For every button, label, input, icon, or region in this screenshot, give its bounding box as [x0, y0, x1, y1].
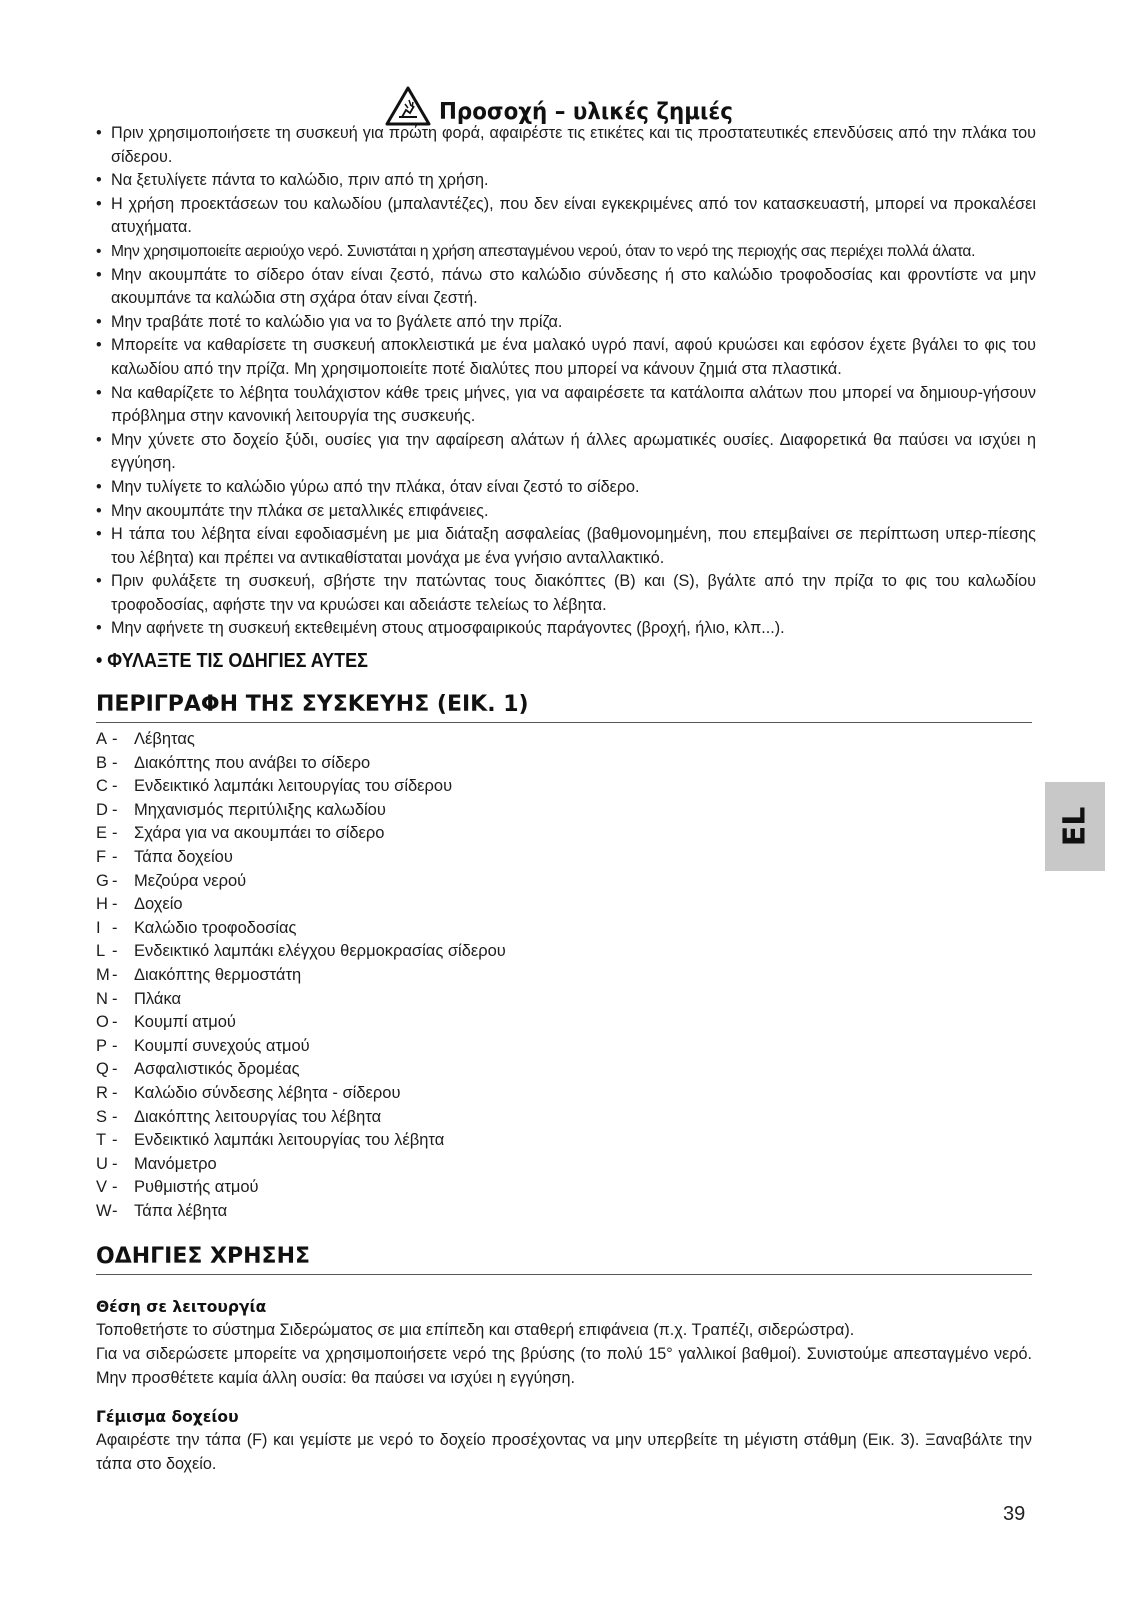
- list-item: F - Τάπα δοχείου: [96, 846, 506, 870]
- list-item: • Μην χρησιμοποιείτε αεριούχο νερό. Συνιστάται η χρήση απεσταγμένου νερού, όταν το νερό της περιοχής σας περιέχει πολλά άλατα.: [96, 240, 1036, 264]
- part-label: Δοχείο: [134, 895, 183, 914]
- list-item: P - Κουμπί συνεχούς ατμού: [96, 1035, 506, 1059]
- list-item: • Μην χύνετε στο δοχείο ξύδι, ουσίες για την αφαίρεση αλάτων ή άλλες αρωματικές ουσίες. Διαφορετικά θα παύσει να ισχύει η εγγύηση.: [96, 429, 1036, 476]
- part-label: Μηχανισμός περιτύλιξης καλωδίου: [134, 800, 386, 819]
- part-label: Καλώδιο σύνδεσης λέβητα - σίδερου: [134, 1083, 401, 1102]
- list-item: • Η χρήση προεκτάσεων του καλωδίου (μπαλαντέζες), που δεν είναι εγκεκριμένες από τον κατασκευαστή, μπορεί να προκαλέσει ατυχήματα.: [96, 193, 1036, 240]
- list-item: • Η τάπα του λέβητα είναι εφοδιασμένη με μια διάταξη ασφαλείας (βαθμονομημένη, που επεμβαίνει σε περίπτωση υπερ-πίεσης του λέβητα) και πρέπει να αντικαθίσταται μονάχα με ένα γνήσιο ανταλλακτικό.: [96, 523, 1036, 570]
- list-item: D - Μηχανισμός περιτύλιξης καλωδίου: [96, 799, 506, 823]
- part-key: M: [96, 965, 110, 984]
- part-label: Ενδεικτικό λαμπάκι ελέγχου θερμοκρασίας σίδερου: [134, 942, 506, 961]
- list-item: G - Μεζούρα νερού: [96, 870, 506, 894]
- instructions-heading: [96, 1242, 1032, 1275]
- warning-triangle-icon: [385, 86, 431, 126]
- list-item: U - Μανόμετρο: [96, 1153, 506, 1177]
- list-item: I - Καλώδιο τροφοδοσίας: [96, 917, 506, 941]
- list-item: N - Πλάκα: [96, 988, 506, 1012]
- part-label: Τάπα δοχείου: [134, 847, 233, 866]
- caution-title: Προσοχή – υλικές ζημιές: [439, 99, 733, 125]
- list-item: C - Ενδεικτικό λαμπάκι λειτουργίας του σίδερου: [96, 775, 506, 799]
- part-label: Κουμπί συνεχούς ατμού: [134, 1036, 310, 1055]
- list-item: • Να καθαρίζετε το λέβητα τουλάχιστον κάθε τρεις μήνες, για να αφαιρέσετε τα κατάλοιπα αλάτων που μπορεί να δημιουρ-γήσουν πρόβλημα στην κανονική λειτουργία της συσκευής.: [96, 382, 1036, 429]
- list-item: • Μπορείτε να καθαρίσετε τη συσκευή αποκλειστικά με ένα μαλακό υγρό πανί, αφού κρυώσει και εφόσον έχετε βγάλει το φις του καλωδίου από την πρίζα. Μη χρησιμοποιείτε ποτέ διαλύτες που μπορεί να κάνουν ζημιά στα πλαστικά.: [96, 334, 1036, 381]
- list-item: • Πριν χρησιμοποιήσετε τη συσκευή για πρώτη φορά, αφαιρέστε τις ετικέτες και τις προστατευτικές επενδύσεις από την πλάκα του σίδερου.: [96, 122, 1036, 169]
- page-number: 39: [1003, 1503, 1026, 1525]
- list-item: A - Λέβητας: [96, 728, 506, 752]
- part-key: S: [96, 1107, 108, 1126]
- list-item: M - Διακόπτης θερμοστάτη: [96, 964, 506, 988]
- part-key: B: [96, 753, 108, 772]
- language-tab-label: EL: [1057, 806, 1093, 847]
- list-item: L - Ενδεικτικό λαμπάκι ελέγχου θερμοκρασίας σίδερου: [96, 940, 506, 964]
- list-item: R - Καλώδιο σύνδεσης λέβητα - σίδερου: [96, 1082, 506, 1106]
- part-key: P: [96, 1036, 108, 1055]
- part-key: V: [96, 1178, 108, 1197]
- part-key: N: [96, 989, 108, 1008]
- list-item: B - Διακόπτης που ανάβει το σίδερο: [96, 752, 506, 776]
- part-key: O: [96, 1013, 109, 1032]
- filling-paragraph: Αφαιρέστε την τάπα (F) και γεμίστε με νερό το δοχείο προσέχοντας να μην υπερβείτε τη μέγιστη στάθμη (Εικ. 3). Ξαναβάλτε την τάπα στο δοχείο.: [96, 1431, 1032, 1473]
- part-key: C: [96, 777, 108, 796]
- list-item: T - Ενδεικτικό λαμπάκι λειτουργίας του λέβητα: [96, 1129, 506, 1153]
- list-item: Q - Ασφαλιστικός δρομέας: [96, 1058, 506, 1082]
- list-item: • Μην τυλίγετε το καλώδιο γύρω από την πλάκα, όταν είναι ζεστό το σίδερο.: [96, 476, 1036, 500]
- part-key: L: [96, 942, 106, 961]
- operation-paragraph: Τοποθετήστε το σύστημα Σιδερώματος σε μια επίπεδη και σταθερή επιφάνεια (π.χ. Τραπέζι, σιδερώστρα).: [96, 1321, 855, 1339]
- part-key: R: [96, 1083, 108, 1102]
- language-tab: [1045, 782, 1105, 871]
- part-label: Διακόπτης που ανάβει το σίδερο: [134, 753, 371, 772]
- list-item: H - Δοχείο: [96, 893, 506, 917]
- part-key: U: [96, 1154, 108, 1173]
- filling-subheading: Γέμισμα δοχείου: [96, 1408, 239, 1426]
- part-label: Λέβητας: [134, 730, 195, 748]
- list-item: S - Διακόπτης λειτουργίας του λέβητα: [96, 1106, 506, 1130]
- operation-paragraph: Για να σιδερώσετε μπορείτε να χρησιμοποιήσετε νερό της βρύσης (το πολύ 15° γαλλικοί βαθμοί). Συνιστούμε απεσταγμένο νερό. Μην προσθέτετε καμία άλλη ουσία: θα παύσει να ισχύει η εγγύηση.: [96, 1345, 1032, 1387]
- parts-list: [96, 728, 506, 1223]
- operation-subheading: Θέση σε λειτουργία: [96, 1298, 267, 1316]
- part-label: Σχάρα για να ακουμπάει το σίδερο: [134, 824, 385, 843]
- part-label: Διακόπτης λειτουργίας του λέβητα: [134, 1107, 382, 1126]
- caution-list: [96, 122, 1036, 641]
- list-item: • Να ξετυλίγετε πάντα το καλώδιο, πριν από τη χρήση.: [96, 169, 1036, 193]
- part-label: Μεζούρα νερού: [134, 871, 247, 890]
- part-key: T: [96, 1131, 107, 1150]
- part-label: Ενδεικτικό λαμπάκι λειτουργίας του σίδερου: [134, 777, 453, 796]
- list-item: W - Τάπα λέβητα: [96, 1200, 506, 1224]
- description-heading: [96, 690, 1032, 723]
- list-item: • Μην αφήνετε τη συσκευή εκτεθειμένη στους ατμοσφαιρικούς παράγοντες (βροχή, ήλιο, κλπ...).: [96, 617, 1036, 641]
- list-item: • Μην ακουμπάτε το σίδερο όταν είναι ζεστό, πάνω στο καλώδιο σύνδεσης ή στο καλώδιο τροφοδοσίας και φροντίστε να μην ακουμπάνε τα καλώδια στη σχάρα όταν είναι ζεστή.: [96, 264, 1036, 311]
- list-item: • Πριν φυλάξετε τη συσκευή, σβήστε την πατώντας τους διακόπτες (B) και (S), βγάλτε από την πρίζα το φις του καλωδίου τροφοδοσίας, αφήστε την να κρυώσει και αδειάστε τελείως το λέβητα.: [96, 570, 1036, 617]
- part-key: A: [96, 730, 108, 748]
- save-instructions-note: • ΦΥΛΑΞΤΕ ΤΙΣ ΟΔΗΓΙΕΣ ΑΥΤΕΣ: [96, 650, 368, 672]
- part-label: Πλάκα: [134, 989, 182, 1008]
- list-item: E - Σχάρα για να ακουμπάει το σίδερο: [96, 822, 506, 846]
- list-item: O - Κουμπί ατμού: [96, 1011, 506, 1035]
- part-key: G: [96, 871, 109, 890]
- part-label: Διακόπτης θερμοστάτη: [134, 965, 302, 984]
- description-heading-text: ΠΕΡΙΓΡΑΦΗ ΤΗΣ ΣΥΣΚΕΥΗΣ (ΕΙΚ. 1): [96, 692, 529, 717]
- part-label: Μανόμετρο: [134, 1154, 217, 1173]
- part-key: H: [96, 895, 108, 914]
- part-key: I: [96, 918, 101, 937]
- part-label: Καλώδιο τροφοδοσίας: [134, 918, 297, 937]
- part-key: E: [96, 824, 108, 843]
- part-key: W: [96, 1201, 112, 1220]
- part-key: Q: [96, 1060, 109, 1079]
- part-key: D: [96, 800, 108, 819]
- part-label: Κουμπί ατμού: [134, 1013, 236, 1032]
- instructions-heading-text: ΟΔΗΓΙΕΣ ΧΡΗΣΗΣ: [96, 1244, 311, 1269]
- part-key: F: [96, 847, 107, 866]
- part-label: Τάπα λέβητα: [134, 1201, 228, 1220]
- part-label: Ενδεικτικό λαμπάκι λειτουργίας του λέβητα: [134, 1131, 445, 1150]
- list-item: • Μην τραβάτε ποτέ το καλώδιο για να το βγάλετε από την πρίζα.: [96, 311, 1036, 335]
- part-label: Ασφαλιστικός δρομέας: [134, 1060, 300, 1079]
- part-label: Ρυθμιστής ατμού: [134, 1178, 259, 1197]
- caution-heading: [385, 74, 755, 126]
- list-item: • Μην ακουμπάτε την πλάκα σε μεταλλικές επιφάνειες.: [96, 500, 1036, 524]
- list-item: V - Ρυθμιστής ατμού: [96, 1176, 506, 1200]
